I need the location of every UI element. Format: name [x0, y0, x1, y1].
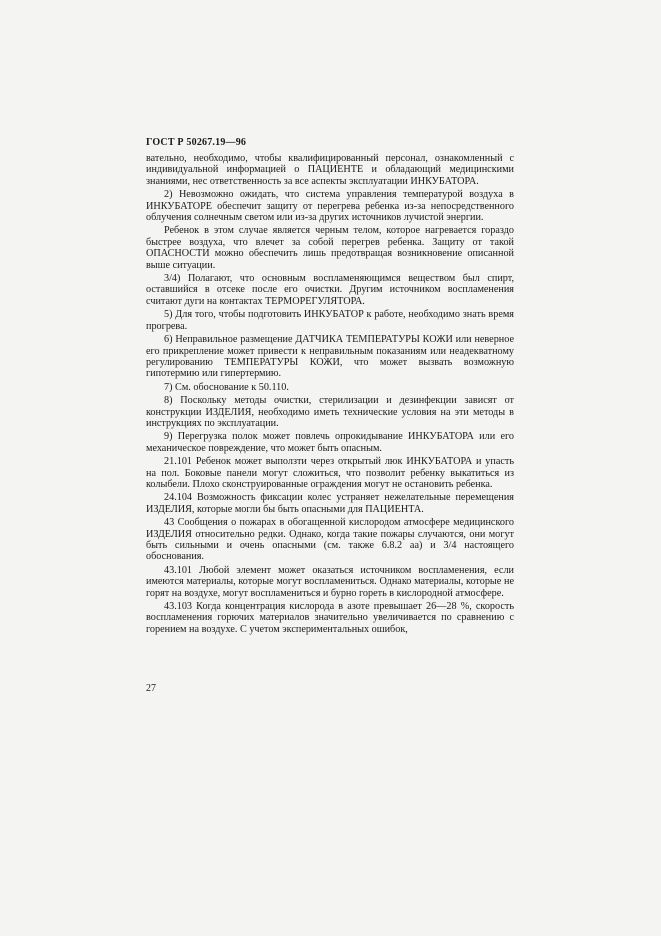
paragraph: Ребенок в этом случае является черным телом, которое нагревается гораздо быстрее воздуха, что влечет за собой перегрев ребенка. Защиту от такой ОПАСНОСТИ можно обеспечить лишь предотвращая возникновение описанной выше ситуации. — [146, 225, 514, 271]
page-number: 27 — [146, 683, 156, 694]
paragraph: вательно, необходимо, чтобы квалифицированный персонал, ознакомленный с индивидуальной информацией о ПАЦИЕНТЕ и обладающий медицинскими знаниями, нес ответственность за все аспекты эксплуатации ИНКУБАТОРА. — [146, 153, 514, 187]
paragraph: 2) Невозможно ожидать, что система управления температурой воздуха в ИНКУБАТОРЕ обеспечит защиту от перегрева ребенка из-за непосредственного облучения солнечным светом или из-за других источников лучистой энергии. — [146, 189, 514, 224]
paragraph: 43 Сообщения о пожарах в обогащенной кислородом атмосфере медицинского ИЗДЕЛИЯ относительно редки. Однако, когда такие пожары случаются, они могут быть сильными и очень опасными (см. также 6.8.2 аа) и 3/4 настоящего обоснования. — [146, 517, 514, 563]
paragraph: 43.101 Любой элемент может оказаться источником воспламенения, если имеются материалы, которые могут воспламениться. Однако материалы, которые не горят на воздухе, могут воспламениться и бурно гореть в кислородной атмосфере. — [146, 564, 514, 599]
paragraph: 7) См. обоснование к 50.110. — [164, 381, 289, 393]
paragraph: 43.103 Когда концентрация кислорода в азоте превышает 26—28 %, скорость воспламенения горючих материалов значительно увеличивается по сравнению с горением на воздухе. С учетом экспериментальных ошибок, — [146, 601, 514, 635]
paragraph: 9) Перегрузка полок может повлечь опрокидывание ИНКУБАТОРА или его механическое повреждение, что может быть опасным. — [146, 431, 514, 454]
document-body — [146, 153, 514, 635]
paragraph: 5) Для того, чтобы подготовить ИНКУБАТОР к работе, необходимо знать время прогрева. — [146, 309, 514, 332]
document-header: ГОСТ Р 50267.19—96 — [146, 137, 247, 148]
paragraph: 6) Неправильное размещение ДАТЧИКА ТЕМПЕРАТУРЫ КОЖИ или неверное его прикрепление может привести к неправильным показаниям или неадекватному регулированию ТЕМПЕРАТУРЫ КОЖИ, что может вызвать возможную гипотермию или гипертермию. — [146, 334, 514, 380]
paragraph: 24.104 Возможность фиксации колес устраняет нежелательные перемещения ИЗДЕЛИЯ, которые могли бы быть опасными для ПАЦИЕНТА. — [146, 492, 514, 515]
paragraph: 21.101 Ребенок может выползти через открытый люк ИНКУБАТОРА и упасть на пол. Боковые панели могут сложиться, что позволит ребенку выкатиться из колыбели. Плохо сконструированные ограждения могут не остановить ребенка. — [146, 456, 514, 490]
paragraph: 3/4) Полагают, что основным воспламеняющимся веществом был спирт, оставшийся в отсеке после его очистки. Другим источником воспламенения считают дуги на контактах ТЕРМОРЕГУЛЯТОРА. — [146, 273, 514, 307]
paragraph: 8) Поскольку методы очистки, стерилизации и дезинфекции зависят от конструкции ИЗДЕЛИЯ, необходимо иметь технические условия на эти методы в инструкциях по эксплуатации. — [146, 395, 514, 429]
